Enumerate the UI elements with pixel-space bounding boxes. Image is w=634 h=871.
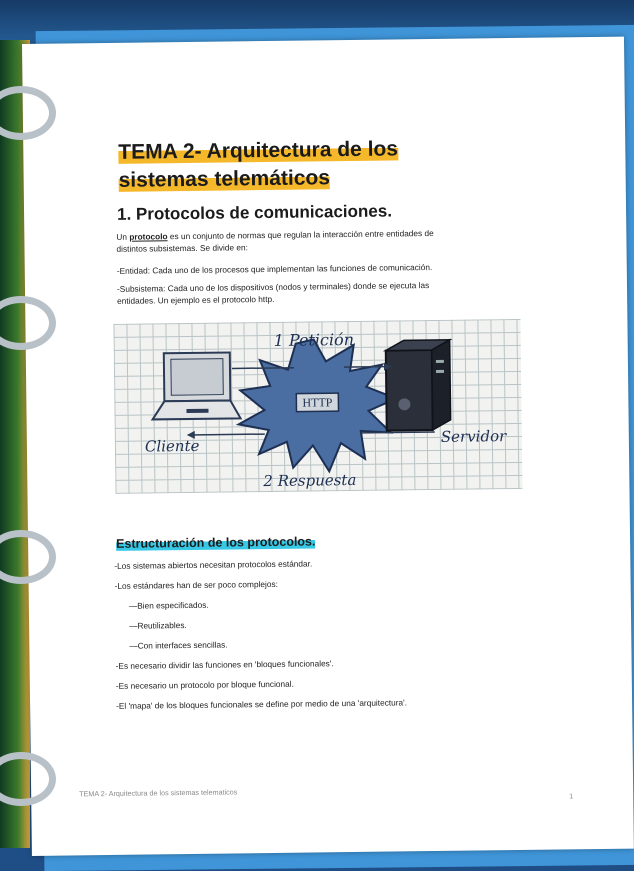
page-footer: TEMA 2- Arquitectura de los sistemas telematicos [79, 787, 237, 798]
list-item: -El 'mapa' de los bloques funcionales se define por medio de una 'arquitectura'. [116, 697, 407, 711]
protocolo-term: protocolo [129, 231, 167, 241]
list-item: —Bien especificados. [129, 600, 209, 611]
intro-line-1: es un conjunto de normas que regulan la interacción entre entidades de [170, 228, 434, 241]
response-arrow-right [361, 432, 435, 433]
servidor-label: Servidor [441, 427, 507, 446]
intro-prefix: Un [116, 232, 127, 242]
cliente-label: Cliente [145, 437, 200, 456]
subsistema-definition [117, 278, 487, 307]
section-2-heading-text: Estructuración de los protocolos. [116, 534, 315, 550]
section-2-heading [116, 534, 315, 550]
subsistema-line-2: entidades. Un ejemplo es el protocolo http. [117, 294, 274, 306]
subsistema-line-1: -Subsistema: Cada uno de los dispositivos (nodos y terminales) donde se ejecuta las [117, 280, 429, 294]
intro-line-2: distintos subsistemas. Se divide en: [116, 242, 248, 254]
intro-paragraph [116, 226, 486, 255]
http-label: HTTP [302, 395, 332, 409]
server-icon [386, 340, 451, 431]
list-item: -Los sistemas abiertos necesitan protocolos estándar. [114, 558, 312, 570]
http-diagram [113, 319, 522, 494]
list-item: -Es necesario dividir las funciones en 'bloques funcionales'. [116, 658, 334, 671]
title-line-2: sistemas telemáticos [119, 166, 331, 192]
section-1-heading: 1. Protocolos de comunicaciones. [117, 201, 392, 224]
page-title [118, 135, 398, 194]
list-item: -Es necesario un protocolo por bloque funcional. [116, 679, 294, 691]
title-line-1: TEMA 2- Arquitectura de los [118, 137, 398, 163]
laptop-icon [152, 352, 241, 419]
list-item: —Reutilizables. [129, 620, 187, 631]
respuesta-label: 2 Respuesta [262, 471, 356, 490]
document-page [22, 37, 634, 856]
response-arrow-left [189, 434, 265, 435]
http-diagram-svg [113, 319, 522, 494]
peticion-label: 1 Petición [274, 330, 355, 350]
list-item: -Los estándares han de ser poco complejos: [115, 579, 278, 591]
page-number: 1 [569, 793, 573, 800]
list-item: —Con interfaces sencillas. [129, 640, 227, 651]
request-arrow-left [232, 368, 294, 369]
entidad-definition: -Entidad: Cada uno de los procesos que implementan las funciones de comunicación. [117, 260, 487, 277]
